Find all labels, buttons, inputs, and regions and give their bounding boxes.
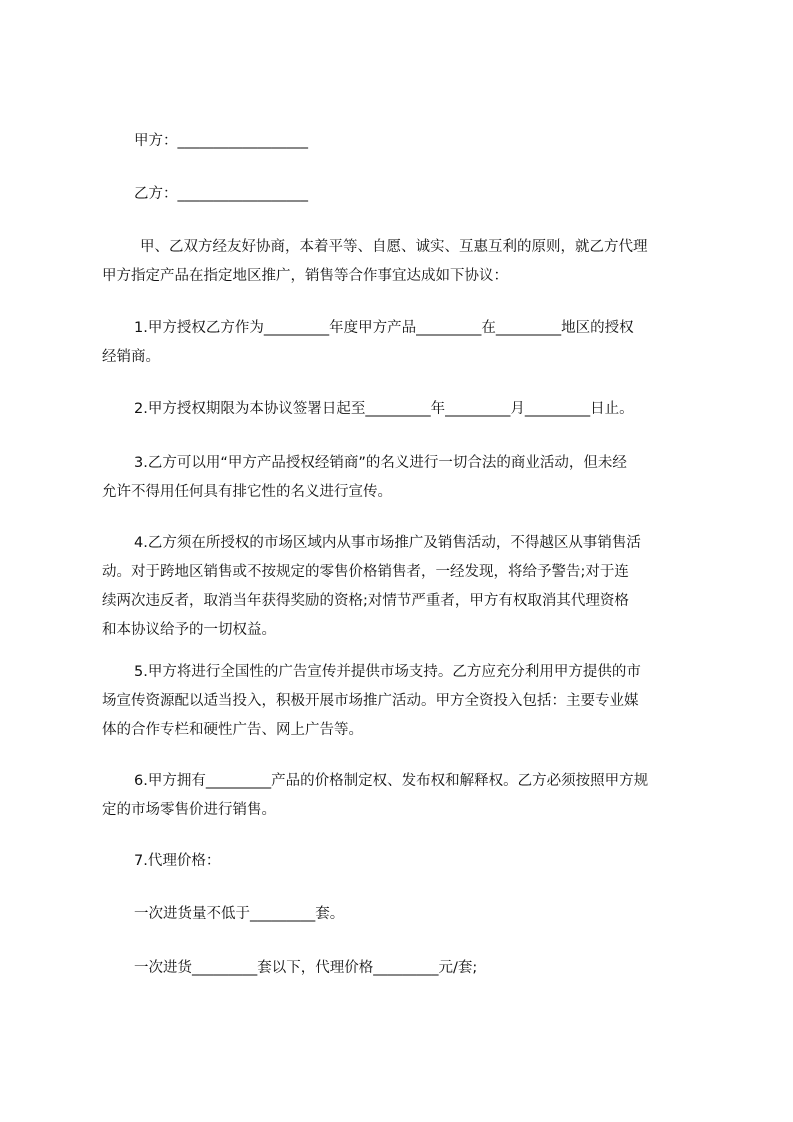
clause-6	[102, 767, 714, 825]
clause-line: 经销商。	[102, 349, 160, 365]
pricing-line: 一次进货_________套以下，代理价格_________元/套;	[134, 960, 478, 976]
clause-4	[102, 529, 714, 645]
clause-7	[134, 847, 714, 876]
clause-line: 场宣传资源配以适当投入，积极开展市场推广活动。甲方全资投入包括：主要专业媒	[102, 693, 639, 709]
clause-line: 2.甲方授权期限为本协议签署日起至_________年_________月_________日止。	[134, 401, 634, 417]
clause-line: 7.代理价格：	[134, 853, 221, 869]
clause-line: 5.甲方将进行全国性的广告宣传并提供市场支持。乙方应充分利用甲方提供的市	[134, 664, 641, 680]
pricing-min-quantity	[134, 900, 714, 929]
pricing-line: 一次进货量不低于_________套。	[134, 906, 345, 922]
clause-line: 续两次违反者，取消当年获得奖励的资格;对情节严重者，甲方有权取消其代理资格	[102, 593, 629, 609]
clause-line: 动。对于跨地区销售或不按规定的零售价格销售者，一经发现，将给予警告;对于连	[102, 564, 629, 580]
clause-line: 6.甲方拥有_________产品的价格制定权、发布权和解释权。乙方必须按照甲方规	[134, 773, 649, 789]
intro-line: 甲方指定产品在指定地区推广，销售等合作事宜达成如下协议：	[102, 268, 508, 284]
party-a-line	[134, 127, 714, 156]
clause-2	[134, 395, 714, 424]
clause-line: 1.甲方授权乙方作为_________年度甲方产品_________在_________地区的授权	[134, 320, 634, 336]
clause-line: 和本协议给予的一切权益。	[102, 622, 276, 638]
clause-line: 3.乙方可以用“甲方产品授权经销商”的名义进行一切合法的商业活动，但未经	[134, 455, 627, 471]
clause-1	[102, 314, 714, 372]
clause-5	[102, 658, 714, 745]
clause-line: 定的市场零售价进行销售。	[102, 802, 276, 818]
party-b-text: 乙方：__________________	[134, 186, 308, 202]
clause-line: 允许不得用任何具有排它性的名义进行宣传。	[102, 484, 392, 500]
clause-line: 体的合作专栏和硬性广告、网上广告等。	[102, 722, 363, 738]
party-b-line	[134, 180, 714, 209]
pricing-tier-1	[134, 954, 714, 983]
intro-paragraph	[102, 233, 714, 291]
party-a-text: 甲方：__________________	[134, 133, 308, 149]
intro-line: 甲、乙双方经友好协商，本着平等、自愿、诚实、互惠互利的原则，就乙方代理	[140, 239, 648, 255]
clause-3	[102, 449, 714, 507]
clause-line: 4.乙方须在所授权的市场区域内从事市场推广及销售活动，不得越区从事销售活	[134, 535, 641, 551]
